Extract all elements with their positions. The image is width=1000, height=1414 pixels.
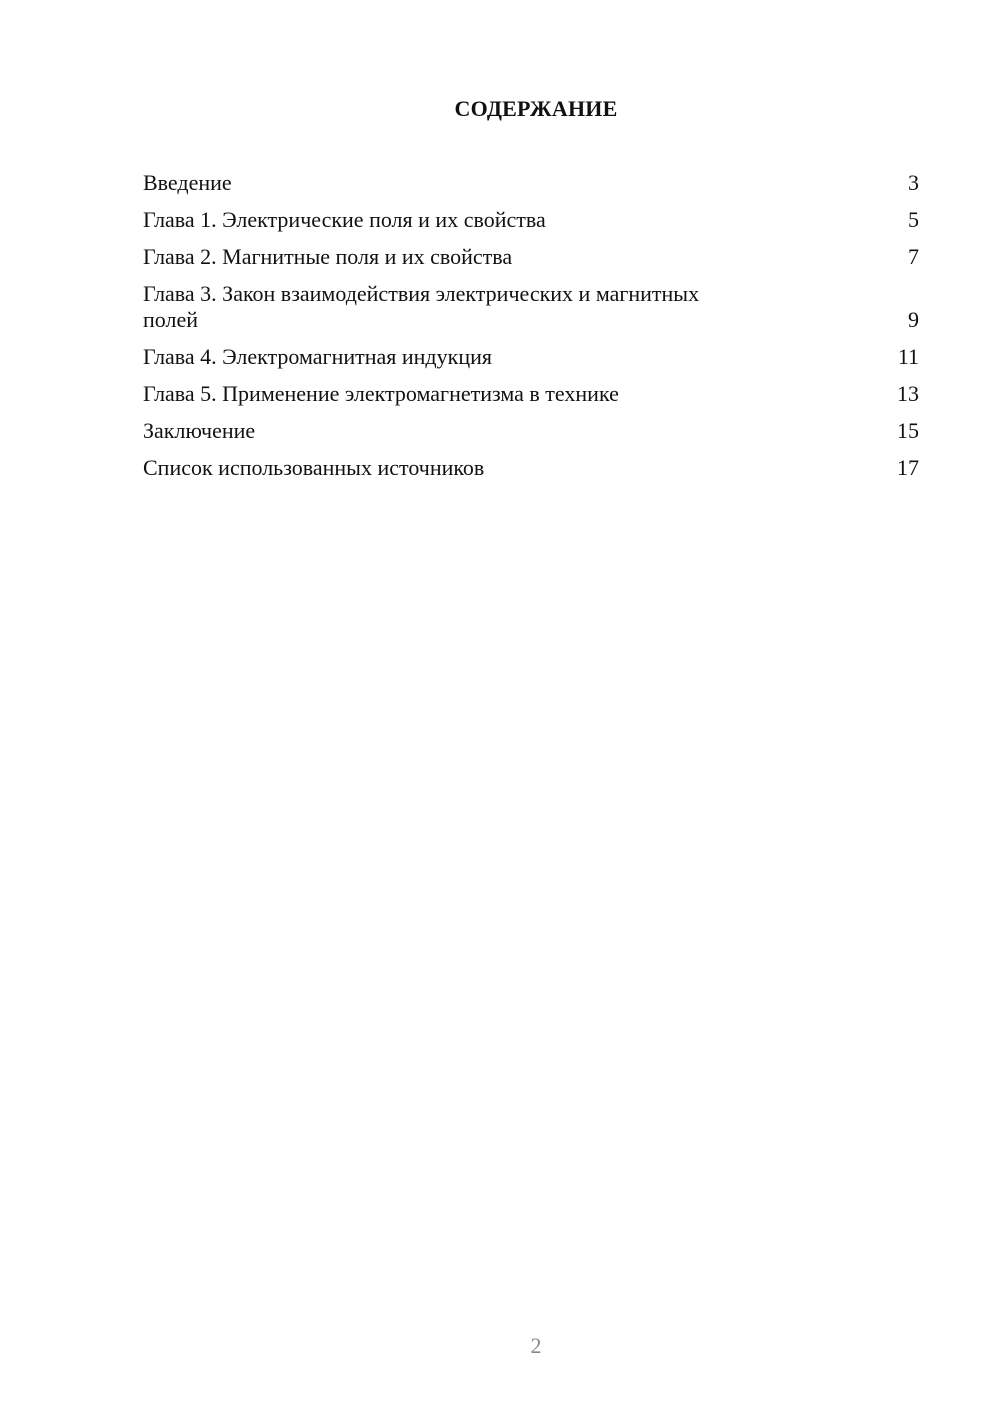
toc-entry-label: Глава 3. Закон взаимодействия электрических и магнитных полей bbox=[143, 281, 700, 332]
toc-entry-page: 3 bbox=[908, 170, 919, 195]
toc-entry-label: Список использованных источников bbox=[143, 455, 485, 480]
toc-entry-page: 5 bbox=[908, 207, 919, 232]
toc-entry bbox=[143, 455, 919, 481]
toc-entry bbox=[143, 381, 919, 407]
toc-entry-label: Глава 2. Магнитные поля и их свойства bbox=[143, 244, 513, 269]
toc-entry-page: 9 bbox=[908, 307, 919, 332]
toc-entry-page: 15 bbox=[897, 418, 919, 443]
toc-title: СОДЕРЖАНИЕ bbox=[454, 96, 618, 121]
toc-entry-page: 11 bbox=[897, 344, 919, 369]
toc-entry bbox=[143, 281, 919, 333]
toc-entry-label: Глава 4. Электромагнитная индукция bbox=[143, 344, 492, 369]
toc-entry bbox=[143, 170, 919, 196]
toc-entry-label: Глава 5. Применение электромагнетизма в технике bbox=[143, 381, 619, 406]
toc-entry bbox=[143, 244, 919, 270]
toc-entry-page: 17 bbox=[897, 455, 919, 480]
toc-entry bbox=[143, 207, 919, 233]
toc-entry bbox=[143, 418, 919, 444]
table-of-contents bbox=[143, 170, 919, 492]
toc-entry-label: Введение bbox=[143, 170, 232, 195]
toc-entry-page: 7 bbox=[908, 244, 919, 269]
page-number: 2 bbox=[530, 1333, 542, 1358]
toc-entry-page: 13 bbox=[897, 381, 919, 406]
toc-entry-label: Глава 1. Электрические поля и их свойства bbox=[143, 207, 546, 232]
toc-entry bbox=[143, 344, 919, 370]
toc-entry-label: Заключение bbox=[143, 418, 256, 443]
